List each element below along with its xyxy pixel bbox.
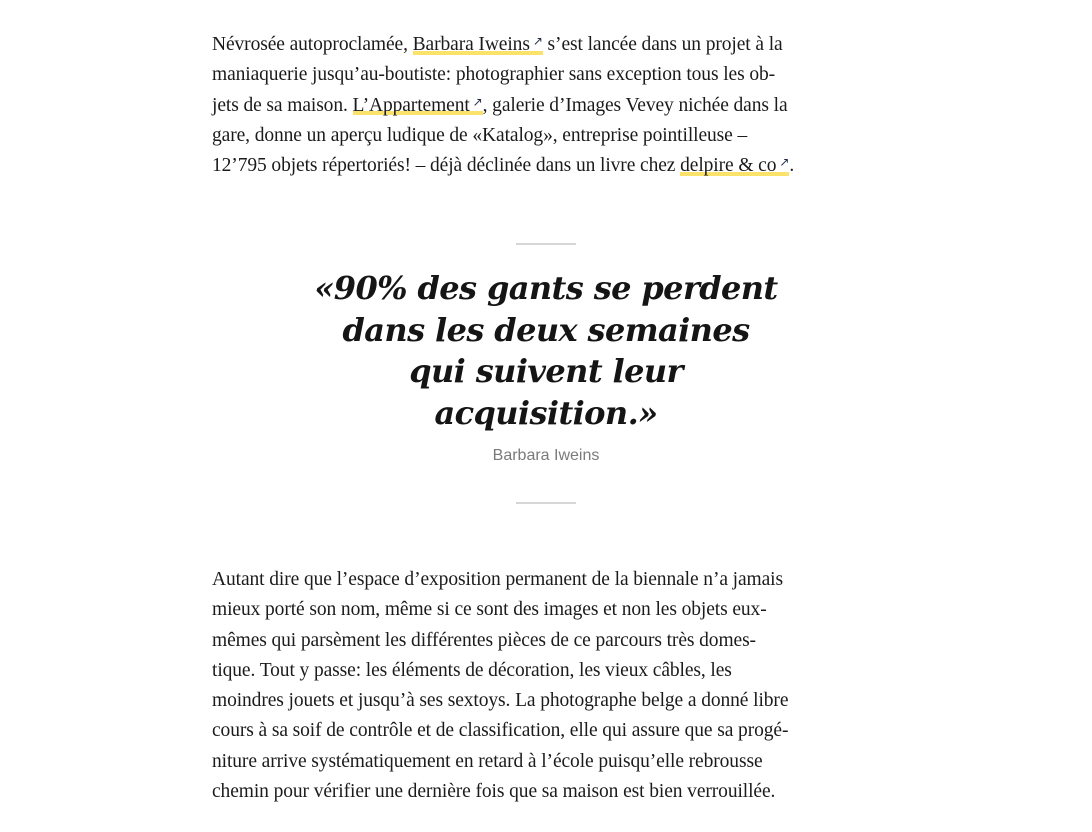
paragraph-line: moindres jouets et jusqu’à ses sextoys. La photographe belge a donné libre xyxy=(212,690,789,712)
pullquote-text xyxy=(212,268,880,434)
link-l-appartement[interactable] xyxy=(353,95,483,117)
article-body xyxy=(212,30,880,181)
pullquote xyxy=(212,243,880,504)
paragraph-line: maniaquerie jusqu’au-boutiste: photographier sans exception tous les ob- xyxy=(212,64,776,86)
paragraph-line: Autant dire que l’espace d’exposition permanent de la biennale n’a jamais xyxy=(212,569,783,590)
pullquote-bottom-divider xyxy=(516,502,576,504)
pullquote-line: acquisition.» xyxy=(434,393,658,432)
paragraph-line: tique. Tout y passe: les éléments de décoration, les vieux câbles, les xyxy=(212,659,732,681)
pullquote-top-divider xyxy=(516,243,576,245)
external-link-icon: ↗ xyxy=(779,155,790,170)
paragraph-line: gare, donne un aperçu ludique de «Katalog», entreprise pointilleuse – xyxy=(212,124,748,146)
paragraph-line: cours à sa soif de contrôle et de classification, elle qui assure que sa progé- xyxy=(212,720,789,742)
pullquote-line: «90% des gants se perdent xyxy=(314,269,778,307)
link-text: Barbara Iweins xyxy=(412,34,530,55)
text-span: , galerie d’Images Vevey nichée dans la xyxy=(482,94,788,116)
pullquote-line: qui suivent leur xyxy=(409,352,683,390)
text-span: Névrosée autoproclamée, xyxy=(212,34,413,55)
paragraph-line: mieux porté son nom, même si ce sont des images et non les objets eux- xyxy=(212,599,767,621)
paragraph-line: mêmes qui parsèment les différentes pièces de ce parcours très domes- xyxy=(212,629,756,651)
external-link-icon: ↗ xyxy=(472,94,483,109)
paragraph-line xyxy=(212,91,880,121)
article-body-continued xyxy=(212,565,892,807)
link-barbara-iweins[interactable] xyxy=(413,34,543,56)
link-text: L’Appartement xyxy=(352,94,470,116)
paragraph-intro xyxy=(212,30,880,181)
pullquote-line: dans les deux semaines xyxy=(342,310,750,349)
link-text: delpire & co xyxy=(680,155,777,177)
link-delpire-co[interactable] xyxy=(680,155,789,177)
paragraph-line xyxy=(212,151,880,181)
paragraph-line xyxy=(212,30,880,60)
text-span: . xyxy=(789,155,795,177)
pullquote-author: Barbara Iweins xyxy=(492,447,600,464)
paragraph-exhibition xyxy=(212,565,892,807)
paragraph-line: niture arrive systématiquement en retard à l’école puisqu’elle rebrousse xyxy=(212,750,763,772)
text-span: 12’795 objets répertoriés! – déjà déclinée dans un livre chez xyxy=(212,155,681,177)
paragraph-line: chemin pour vérifier une dernière fois que sa maison est bien verrouillée. xyxy=(212,781,776,803)
text-span: jets de sa maison. xyxy=(212,94,353,116)
external-link-icon: ↗ xyxy=(532,34,543,48)
text-span: s’est lancée dans un projet à la xyxy=(542,34,783,55)
